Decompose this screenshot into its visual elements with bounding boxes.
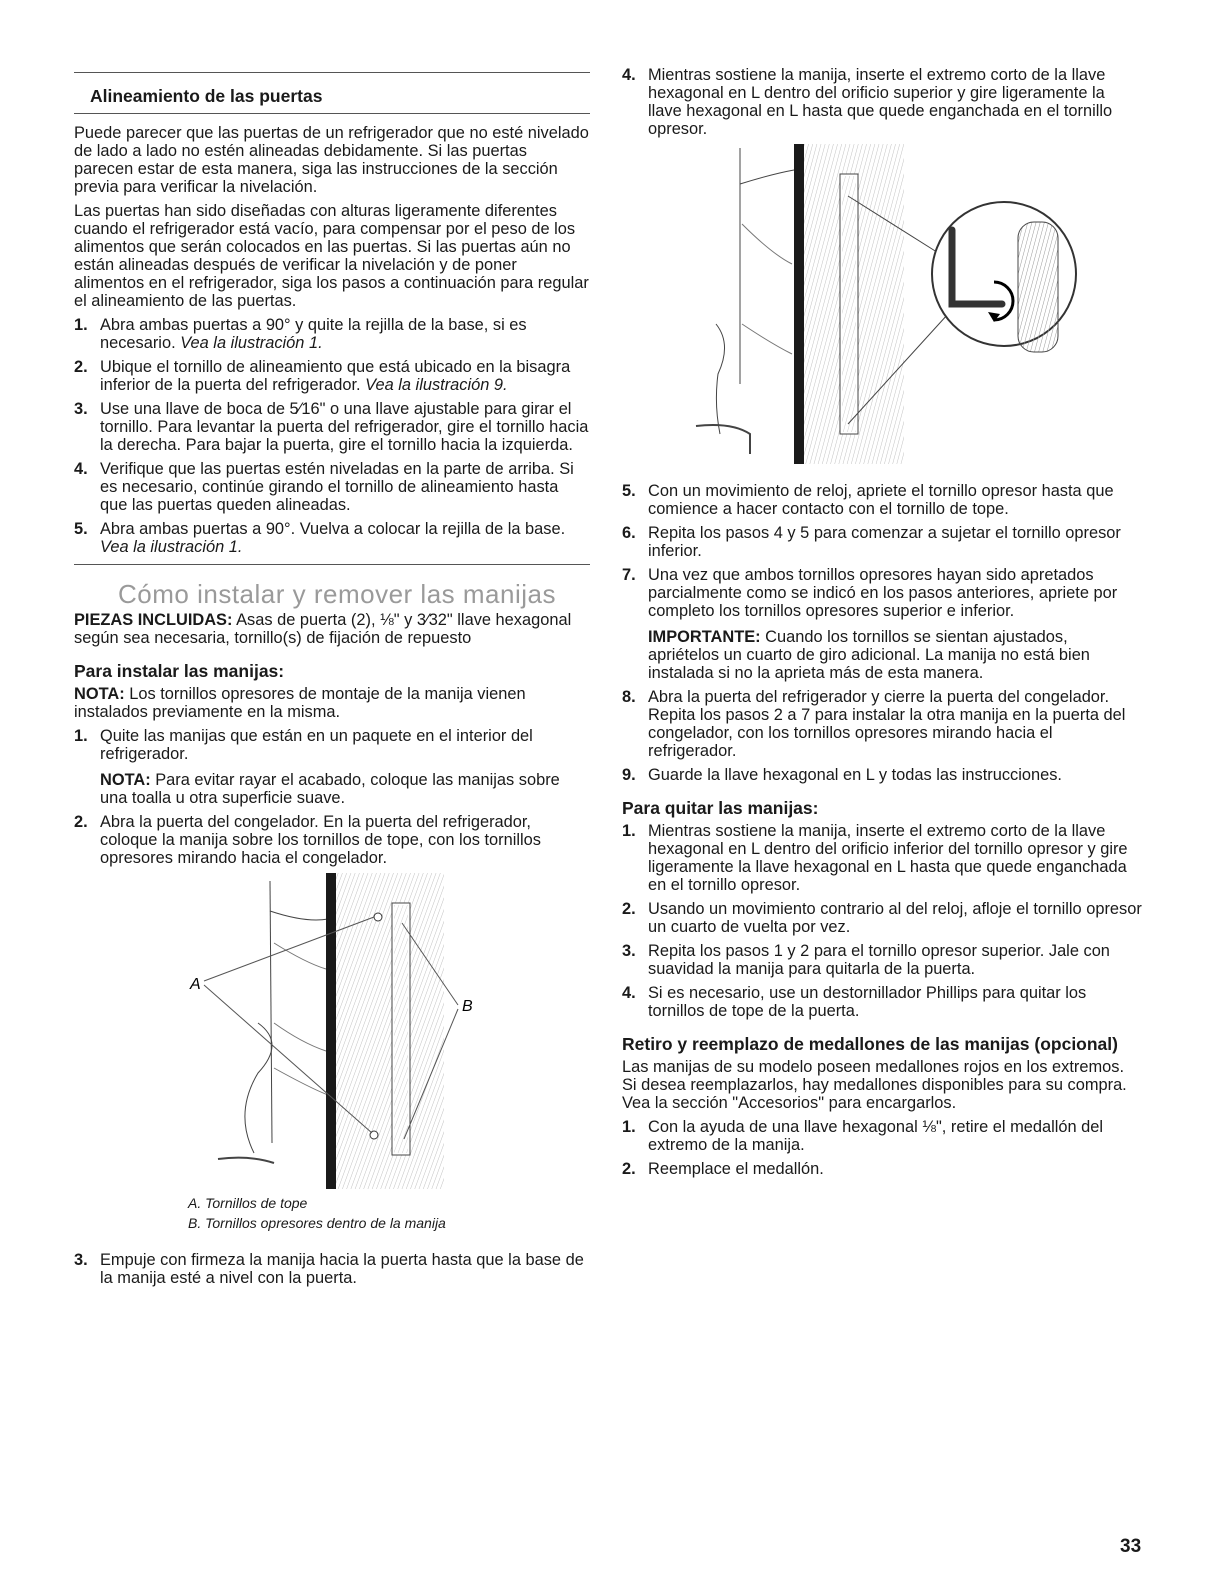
list-item: 2. Ubique el tornillo de alineamiento que está ubicado en la bisagra inferior de la puerta del refrigerador. Vea la ilustración 9. [74, 358, 571, 394]
screw-icon [374, 913, 382, 921]
remove-steps [622, 822, 1142, 1020]
list-item: 1. Abra ambas puertas a 90° y quite la rejilla de la base, si es necesario. Vea la ilustración 1. [74, 316, 527, 352]
list-item: 4. Si es necesario, use un destornillador Phillips para quitar los tornillos de tope de la puerta. [622, 984, 1087, 1020]
list-item: 2. Reemplace el medallón. [622, 1160, 824, 1178]
label-a: A [190, 976, 201, 993]
handle-detail [1018, 222, 1058, 352]
install-step-4 [622, 66, 1142, 138]
door-panel [336, 873, 444, 1189]
list-item: 3. Use una llave de boca de 5⁄16" o una llave ajustable para girar el tornillo. Para levantar la puerta del refrigerador, gire el tornillo hacia la derecha. Para bajar la puerta, gire el tornillo hacia la izquierda. [74, 400, 589, 454]
left-column [74, 72, 590, 1293]
alignment-steps [74, 316, 590, 556]
install-note: NOTA: Los tornillos opresores de montaje de la manija vienen instalados previamente en la misma. [74, 685, 526, 721]
alignment-title: Alineamiento de las puertas [90, 86, 323, 106]
list-item: 6. Repita los pasos 4 y 5 para comenzar a sujetar el tornillo opresor inferior. [622, 524, 1121, 560]
install-step-3 [74, 1251, 590, 1287]
list-item: 3. Empuje con firmeza la manija hacia la puerta hasta que la base de la manija esté a nivel con la puerta. [74, 1251, 584, 1287]
handle-install-illustration [74, 873, 590, 1193]
label-b: B [462, 998, 473, 1015]
door-edge [794, 144, 804, 464]
parts-included: PIEZAS INCLUIDAS: Asas de puerta (2), ⅛" y 3⁄32" llave hexagonal según sea necesaria, tornillo(s) de fijación de repuesto [74, 611, 572, 647]
handles-section-title: Cómo instalar y remover las manijas [118, 579, 556, 609]
install-steps-a [74, 727, 590, 867]
figure-caption: B. Tornillos opresores dentro de la manija [188, 1215, 446, 1231]
divider [74, 113, 590, 114]
alignment-paragraph: Puede parecer que las puertas de un refrigerador que no esté nivelado de lado a lado no estén alineadas debidamente. Si las puertas parecen estar de esta manera, siga las instrucciones de la sección previa para verificar la nivelación. [74, 124, 589, 196]
divider [74, 564, 590, 565]
door-edge [326, 873, 336, 1189]
list-item: 1. Mientras sostiene la manija, inserte el extremo corto de la llave hexagonal en L dentro del orificio inferior del tornillo opresor y gire ligeramente la llave hexagonal en L hasta que quede enganchada en el tornillo opresor. [622, 822, 1128, 894]
hex-key-illustration [622, 144, 1142, 470]
figure-caption: A. Tornillos de tope [188, 1195, 308, 1211]
list-item: 2. Abra la puerta del congelador. En la puerta del refrigerador, coloque la manija sobre los tornillos de tope, con los tornillos opresores mirando hacia el congelador. [74, 813, 541, 867]
list-item: 5. Con un movimiento de reloj, apriete el tornillo opresor hasta que comience a hacer contacto con el tornillo de tope. [622, 482, 1114, 518]
medallions-intro: Las manijas de su modelo poseen medallones rojos en los extremos. Si desea reemplazarlos, hay medallones disponibles para su compra. Vea la sección "Accesorios" para encargarlos. [622, 1058, 1127, 1112]
medallion-steps [622, 1118, 1142, 1178]
alignment-paragraph: Las puertas han sido diseñadas con alturas ligeramente diferentes cuando el refrigerador está vacío, para compensar por el peso de los alimentos que serán colocados en las puertas. Si las puertas aún no están alineadas después de verificar la nivelación y de poner alimentos en el refrigerador, siga los pasos a continuación para regular el alineamiento de las puertas. [74, 202, 589, 310]
list-item: 3. Repita los pasos 1 y 2 para el tornillo opresor superior. Jale con suavidad la manija para quitarla de la puerta. [622, 942, 1110, 978]
list-item: 5. Abra ambas puertas a 90°. Vuelva a colocar la rejilla de la base. Vea la ilustración 1. [74, 520, 566, 556]
install-steps-b [622, 482, 1142, 784]
step-note: NOTA: Para evitar rayar el acabado, coloque las manijas sobre una toalla u otra superficie suave. [100, 771, 560, 807]
remove-heading: Para quitar las manijas: [622, 798, 819, 818]
list-item: 4. Mientras sostiene la manija, inserte el extremo corto de la llave hexagonal en L dentro del orificio superior y gire ligeramente la llave hexagonal en L hasta que quede enganchada en el tornillo opresor. [622, 66, 1113, 138]
page-number: 33 [1120, 1536, 1142, 1557]
list-item: 1. Quite las manijas que están en un paquete en el interior del refrigerador. NOTA: Para evitar rayar el acabado, coloque las manijas sobre una toalla u otra superficie suave. [74, 727, 590, 807]
right-column [622, 66, 1142, 1184]
list-item: 9. Guarde la llave hexagonal en L y todas las instrucciones. [622, 766, 1062, 784]
list-item: 8. Abra la puerta del refrigerador y cierre la puerta del congelador. Repita los pasos 2 a 7 para instalar la otra manija en la puerta del congelador, con los tornillos opresores mirando hacia el refrigerador. [622, 688, 1126, 760]
install-heading: Para instalar las manijas: [74, 661, 285, 681]
list-item: 2. Usando un movimiento contrario al del reloj, afloje el tornillo opresor un cuarto de vuelta por vez. [622, 900, 1142, 936]
medallions-heading: Retiro y reemplazo de medallones de las manijas (opcional) [622, 1034, 1118, 1054]
important-note: IMPORTANTE: Cuando los tornillos se sientan ajustados, apriételos un cuarto de giro adicional. La manija no está bien instalada si no la aprieta más de esta manera. [648, 628, 1090, 682]
list-item: 1. Con la ayuda de una llave hexagonal ⅛", retire el medallón del extremo de la manija. [622, 1118, 1104, 1154]
list-item: 7. Una vez que ambos tornillos opresores hayan sido apretados parcialmente como se indicó en los pasos anteriores, apriete por completo los tornillos opresores superior e inferior. IMPORTANTE: Cuando los tornillos se sientan ajustados, apriételos un cuarto de giro adicional. La manija no está bien instalada si no la aprieta más de esta manera. [622, 566, 1142, 682]
list-item: 4. Verifique que las puertas estén niveladas en la parte de arriba. Si es necesario, continúe girando el tornillo de alineamiento hasta que las puertas queden alineadas. [74, 460, 574, 514]
